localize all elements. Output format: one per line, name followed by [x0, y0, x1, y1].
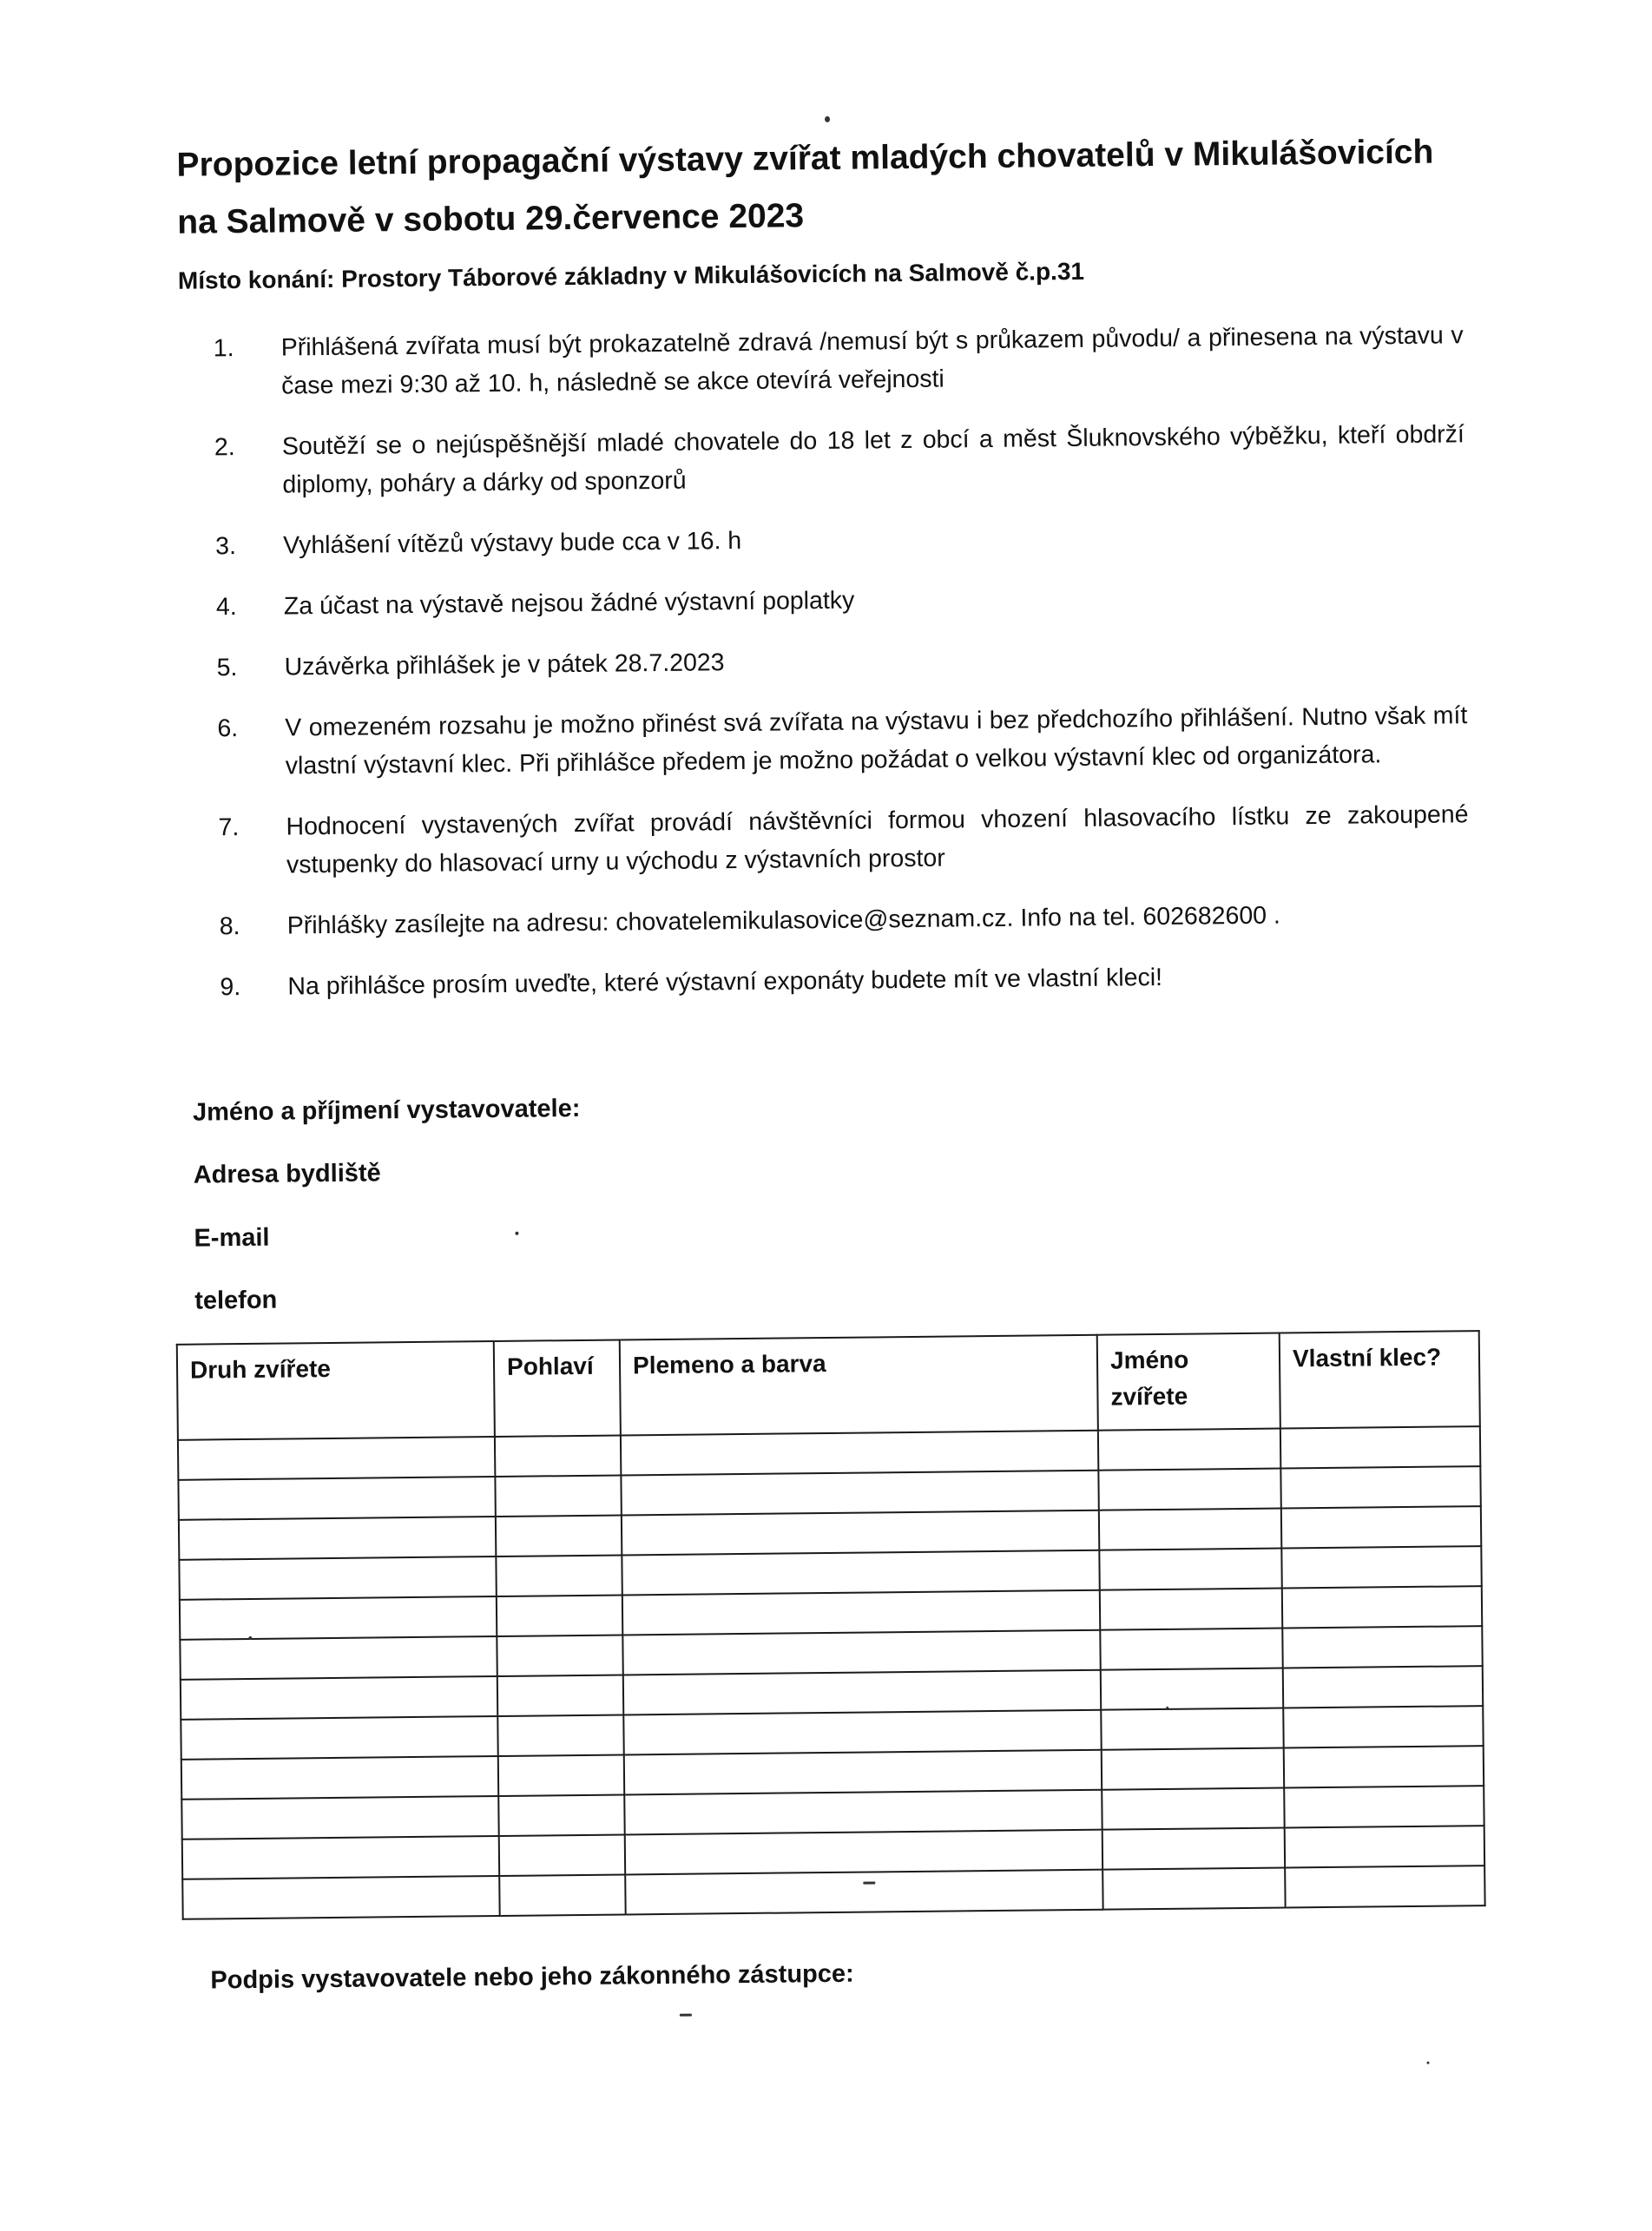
table-cell[interactable]: [496, 1555, 622, 1596]
table-cell[interactable]: [1284, 1786, 1484, 1827]
email-label: E-mail: [194, 1223, 270, 1253]
scan-speck: [680, 2014, 692, 2017]
rule-text: Vyhlášení vítězů výstavy bude cca v 16. h: [282, 526, 742, 560]
document-title: Propozice letní propagační výstavy zvířat mladých chovatelů v Mikulášovicích na Salmově v sobotu 29.července 2023: [176, 133, 1434, 241]
rule-text: V omezeném rozsahu je možno přinést svá zvířata na výstavu i bez předchozího přihlášení. Nutno však mít vlastní výstavní klec. Při přihlášce předem je možno požádat o velkou výstavní klec od organizátora.: [285, 701, 1468, 780]
table-cell[interactable]: [1100, 1589, 1282, 1630]
event-location: Místo konání: Prostory Táborové základny v Mikulášovicích na Salmově č.p.31: [177, 257, 1085, 294]
exhibitor-name-label: Jméno a příjmení vystavovatele:: [192, 1094, 581, 1127]
table-cell[interactable]: [1102, 1788, 1284, 1830]
table-cell[interactable]: [622, 1590, 1100, 1635]
scan-speck: [825, 116, 830, 122]
table-cell[interactable]: [1099, 1549, 1281, 1590]
table-cell[interactable]: [181, 1796, 498, 1839]
rule-text: Hodnocení vystavených zvířat provádí návštěvníci formou vhození hlasovacího lístku ze zakoupené vstupenky do hlasovací urny u východu z výstavních prostor: [286, 800, 1469, 879]
header-animal-name: Jméno zvířete: [1097, 1333, 1280, 1431]
table-cell[interactable]: [1280, 1426, 1480, 1468]
header-sex: Pohlaví: [494, 1339, 621, 1437]
rule-number: 8.: [219, 912, 240, 941]
table-cell[interactable]: [1281, 1506, 1481, 1548]
table-cell[interactable]: [1281, 1546, 1481, 1588]
table-cell[interactable]: [1098, 1429, 1280, 1471]
rule-item: [220, 955, 1470, 1006]
rule-item: [215, 514, 1465, 565]
table-cell[interactable]: [178, 1437, 495, 1480]
table-cell[interactable]: [179, 1556, 496, 1600]
header-animal-species: Druh zvířete: [177, 1341, 495, 1440]
table-cell[interactable]: [1285, 1866, 1484, 1907]
table-cell[interactable]: [1101, 1668, 1283, 1710]
table-cell[interactable]: [182, 1836, 499, 1879]
table-cell[interactable]: [178, 1477, 495, 1520]
table-cell[interactable]: [497, 1595, 622, 1636]
rule-number: 1.: [213, 334, 234, 363]
table-cell[interactable]: [623, 1710, 1101, 1755]
table-cell[interactable]: [499, 1874, 625, 1916]
table-cell[interactable]: [1284, 1746, 1484, 1787]
rule-number: 7.: [218, 813, 240, 842]
table-cell[interactable]: [495, 1435, 621, 1477]
signature-label: Podpis vystavovatele nebo jeho zákonného zástupce:: [210, 1959, 854, 1995]
rule-number: 4.: [215, 593, 237, 622]
scan-speck: [1427, 2062, 1430, 2064]
table-cell[interactable]: [1102, 1748, 1284, 1790]
rule-item: [214, 415, 1465, 504]
rule-item: [220, 894, 1470, 945]
table-cell[interactable]: [497, 1675, 623, 1716]
scan-speck: [248, 1636, 252, 1640]
address-label: Adresa bydliště: [193, 1159, 381, 1189]
table-cell[interactable]: [624, 1790, 1102, 1835]
rule-text: Uzávěrka přihlášek je v pátek 28.7.2023: [284, 648, 725, 681]
table-cell[interactable]: [1102, 1867, 1285, 1909]
header-breed-color: Plemeno a barva: [620, 1335, 1098, 1436]
table-cell[interactable]: [625, 1870, 1102, 1915]
animal-entry-table: [176, 1330, 1486, 1920]
table-cell[interactable]: [622, 1510, 1099, 1556]
table-cell[interactable]: [1280, 1466, 1480, 1508]
phone-label: telefon: [194, 1286, 278, 1315]
rule-number: 2.: [214, 433, 235, 462]
rule-number: 6.: [217, 714, 239, 743]
rule-text: Za účast na výstavě nejsou žádné výstavní poplatky: [283, 586, 855, 621]
rules-list: [214, 316, 1471, 1029]
scan-speck: [515, 1232, 518, 1235]
table-cell[interactable]: [622, 1550, 1099, 1596]
table-cell[interactable]: [181, 1716, 497, 1760]
table-cell[interactable]: [621, 1431, 1098, 1476]
table-cell[interactable]: [182, 1876, 499, 1919]
table-cell[interactable]: [180, 1596, 497, 1640]
rule-number: 9.: [220, 973, 241, 1002]
rule-text: Přihlášky zasílejte na adresu: chovatelemikulasovice@seznam.cz. Info na tel. 602682600 .: [286, 901, 1281, 940]
table-cell[interactable]: [496, 1515, 622, 1556]
rule-item: [216, 635, 1466, 687]
table-cell[interactable]: [624, 1750, 1102, 1795]
rule-number: 5.: [216, 654, 238, 682]
table-cell[interactable]: [1098, 1469, 1280, 1510]
table-cell[interactable]: [181, 1676, 497, 1720]
table-cell[interactable]: [1282, 1626, 1482, 1668]
scan-speck: [1166, 1707, 1168, 1709]
rule-item: [218, 795, 1469, 885]
table-cell[interactable]: [622, 1630, 1100, 1675]
table-header-row: [177, 1331, 1480, 1440]
table-cell[interactable]: [179, 1517, 496, 1560]
table-cell[interactable]: [499, 1834, 625, 1876]
table-cell[interactable]: [495, 1475, 621, 1517]
rule-item: [217, 696, 1468, 786]
table-cell[interactable]: [1100, 1629, 1282, 1670]
rule-item: [216, 575, 1466, 626]
table-cell[interactable]: [497, 1714, 623, 1756]
table-cell[interactable]: [498, 1794, 624, 1836]
table-cell[interactable]: [180, 1636, 497, 1680]
table-cell[interactable]: [1283, 1706, 1483, 1747]
table-cell[interactable]: [498, 1754, 624, 1796]
table-cell[interactable]: [1102, 1827, 1285, 1869]
table-cell[interactable]: [181, 1756, 498, 1800]
rule-text: Soutěží se o nejúspěšnější mladé chovatele do 18 let z obcí a měst Šluknovského výběžku, kteří obdrží diplomy, poháry a dárky od sponzorů: [281, 420, 1465, 499]
rule-item: [214, 316, 1464, 405]
rule-text: Přihlášená zvířata musí být prokazatelně zdravá /nemusí být s průkazem původu/ a přinesena na výstavu v čase mezi 9:30 až 10. h, následně se akce otevírá veřejnosti: [280, 321, 1464, 400]
scan-speck: [863, 1881, 875, 1884]
table-cell[interactable]: [1283, 1666, 1483, 1708]
table-cell[interactable]: [497, 1635, 622, 1676]
rule-number: 3.: [214, 532, 237, 561]
table-cell[interactable]: [1282, 1586, 1482, 1628]
table-cell[interactable]: [1101, 1708, 1283, 1750]
rule-text: Na přihlášce prosím uveďte, které výstavní exponáty budete mít ve vlastní kleci!: [287, 963, 1163, 1001]
table-cell[interactable]: [623, 1670, 1101, 1715]
header-own-cage: Vlastní klec?: [1280, 1331, 1480, 1428]
table-cell[interactable]: [1285, 1826, 1484, 1867]
table-cell[interactable]: [625, 1830, 1102, 1875]
table-cell[interactable]: [1099, 1509, 1281, 1550]
table-cell[interactable]: [621, 1471, 1098, 1516]
